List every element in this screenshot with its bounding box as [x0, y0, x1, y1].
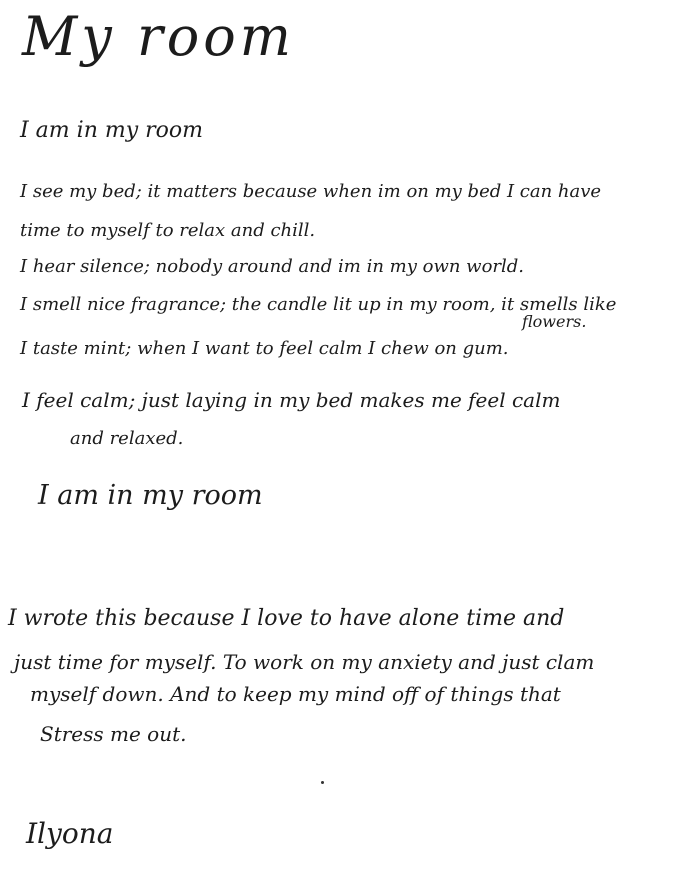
feel-line-1: I feel calm; just laying in my bed makes me feel calm	[22, 388, 561, 412]
smell-line-1: I smell nice fragrance; the candle lit up in my room, it smells like	[20, 294, 617, 315]
reflection-line-1: I wrote this because I love to have alone time and	[8, 606, 565, 631]
feel-line-2: and relaxed.	[70, 428, 184, 449]
reflection-line-4: Stress me out.	[40, 722, 187, 746]
taste-line: I taste mint; when I want to feel calm I chew on gum.	[20, 338, 509, 359]
opening-line: I am in my room	[20, 118, 204, 143]
ink-dot	[321, 781, 324, 784]
see-line-2: time to myself to relax and chill.	[20, 220, 316, 241]
hear-line: I hear silence; nobody around and im in my own world.	[20, 256, 525, 277]
reflection-line-2: just time for myself. To work on my anxiety and just clam	[14, 650, 595, 674]
smell-line-2: flowers.	[522, 312, 587, 331]
signature: Ilyona	[26, 817, 114, 850]
reflection-line-3: myself down. And to keep my mind off of things that	[30, 682, 561, 706]
closing-line: I am in my room	[38, 480, 263, 511]
see-line-1: I see my bed; it matters because when im on my bed I can have	[20, 181, 602, 202]
poem-title: My room	[22, 5, 296, 68]
